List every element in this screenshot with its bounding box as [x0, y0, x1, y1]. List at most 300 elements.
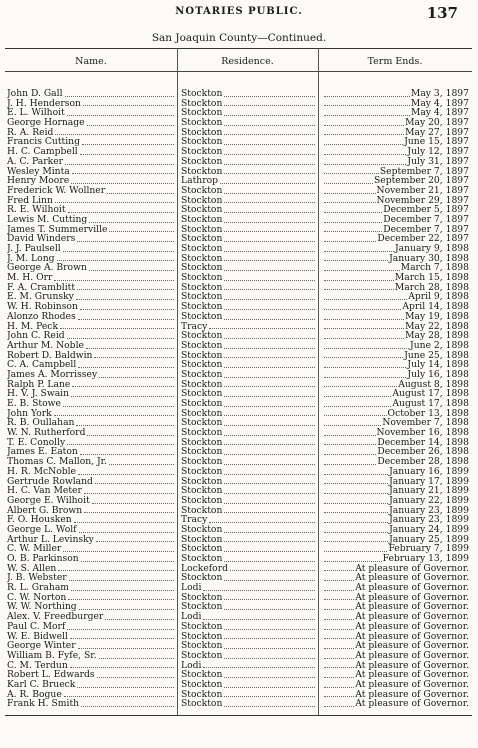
dot-leader: [55, 128, 174, 136]
notary-name-cell: [7, 447, 175, 457]
notary-name: Robert D. Baldwin: [7, 350, 93, 361]
notary-residence-cell: [181, 535, 316, 545]
notary-name-cell: [7, 99, 175, 109]
term-end: January 22, 1899: [389, 495, 469, 506]
term-end-cell: [322, 302, 469, 312]
dot-leader: [224, 205, 315, 213]
term-end: January 23, 1899: [389, 515, 469, 525]
dot-leader: [324, 244, 394, 252]
dot-leader: [324, 680, 354, 688]
dot-leader: [324, 186, 376, 194]
notary-name-cell: [7, 186, 175, 196]
notary-residence: Stockton: [181, 466, 223, 477]
dot-leader: [224, 196, 315, 204]
dot-leader: [105, 612, 174, 620]
notary-name-cell: [7, 331, 175, 341]
notary-name-cell: [7, 312, 175, 322]
notary-residence: Stockton: [181, 670, 223, 680]
dot-leader: [324, 225, 382, 233]
term-end: December 5, 1897: [383, 205, 469, 215]
notary-residence: Stockton: [181, 699, 223, 710]
notary-name-cell: [7, 147, 175, 157]
term-end: May 20, 1897: [405, 118, 469, 128]
notary-residence: Stockton: [181, 534, 223, 545]
term-end-cell: [322, 632, 469, 642]
dot-leader: [96, 535, 174, 543]
table-row: [5, 477, 472, 487]
notary-residence: Stockton: [181, 98, 223, 109]
notary-residence: Stockton: [181, 137, 223, 148]
term-end-cell: [322, 137, 469, 147]
term-end: At pleasure of Governor.: [355, 573, 469, 584]
notary-residence: Stockton: [181, 253, 223, 264]
notary-name-cell: [7, 263, 175, 273]
term-end-cell: [322, 525, 469, 535]
notary-residence-cell: [181, 457, 316, 467]
dot-leader: [224, 399, 315, 407]
notary-residence-cell: [181, 322, 316, 332]
table-row: [5, 525, 472, 535]
term-end-cell: [322, 622, 469, 632]
table-row: [5, 360, 472, 370]
notary-name: Gertrude Rowland: [7, 476, 93, 487]
term-end: September 7, 1897: [379, 166, 469, 177]
notary-residence-cell: [181, 428, 316, 438]
notary-residence-cell: [181, 351, 316, 361]
notary-residence: Stockton: [181, 195, 223, 206]
dot-leader: [224, 535, 315, 543]
notary-name-cell: [7, 225, 175, 235]
dot-leader: [324, 486, 388, 494]
term-end: At pleasure of Governor.: [355, 660, 469, 671]
notary-residence-cell: [181, 680, 316, 690]
notary-name-cell: [7, 389, 175, 399]
dot-leader: [324, 108, 410, 116]
notary-name: George Hornage: [7, 118, 85, 128]
dot-leader: [324, 612, 354, 620]
dot-leader: [63, 244, 174, 252]
notary-name: Wesley Minta: [7, 166, 70, 177]
term-end: February 13, 1899: [382, 554, 469, 564]
term-end: At pleasure of Governor.: [355, 641, 469, 651]
dot-leader: [324, 632, 354, 640]
notary-name: A. R. Bogue: [7, 689, 62, 700]
table-row: [5, 622, 472, 632]
notary-residence: Stockton: [181, 437, 223, 448]
term-end-cell: [322, 128, 469, 138]
notary-name-cell: [7, 699, 175, 709]
term-end: At pleasure of Governor.: [355, 602, 469, 613]
table-row: [5, 283, 472, 293]
notary-name-cell: [7, 554, 175, 564]
dot-leader: [89, 215, 174, 223]
dot-leader: [224, 438, 315, 446]
dot-leader: [107, 186, 174, 194]
table-row: [5, 409, 472, 419]
dot-leader: [324, 167, 379, 175]
term-end-cell: [322, 690, 469, 700]
dot-leader: [324, 360, 406, 368]
notary-name-cell: [7, 254, 175, 264]
dot-leader: [324, 418, 381, 426]
notary-residence: Stockton: [181, 621, 223, 632]
dot-leader: [324, 670, 354, 678]
term-end: January 17, 1899: [389, 476, 469, 487]
notary-name: W. H. Robinson: [7, 302, 78, 312]
dot-leader: [324, 399, 391, 407]
dot-leader: [224, 670, 315, 678]
notary-residence-cell: [181, 506, 316, 516]
page-number: 137: [426, 4, 458, 22]
notary-residence: Stockton: [181, 205, 223, 215]
notary-name-cell: [7, 525, 175, 535]
term-end: June 25, 1898: [404, 350, 469, 361]
term-end-cell: [322, 292, 469, 302]
table-row: [5, 254, 472, 264]
dot-leader: [109, 457, 174, 465]
table-row: [5, 118, 472, 128]
term-end-cell: [322, 263, 469, 273]
notary-name: C. M. Terdun: [7, 660, 68, 671]
notary-residence-cell: [181, 467, 316, 477]
dot-leader: [324, 564, 354, 572]
dot-leader: [84, 506, 174, 514]
dot-leader: [324, 176, 373, 184]
notary-residence: Stockton: [181, 127, 223, 138]
dot-leader: [224, 108, 315, 116]
dot-leader: [224, 157, 315, 165]
dot-leader: [324, 467, 388, 475]
dot-leader: [324, 438, 376, 446]
notary-name-cell: [7, 486, 175, 496]
table-row: [5, 137, 472, 147]
dot-leader: [324, 583, 354, 591]
table-row: [5, 234, 472, 244]
dot-leader: [224, 292, 315, 300]
term-end: January 16, 1899: [389, 466, 469, 477]
term-end: December 7, 1897: [383, 224, 469, 235]
notary-name: R. A. Reid: [7, 127, 54, 138]
term-end: January 25, 1899: [389, 534, 469, 545]
notary-name: George E. Wilhoit: [7, 495, 90, 506]
table-row: [5, 380, 472, 390]
notary-residence: Stockton: [181, 418, 223, 429]
table-row: [5, 389, 472, 399]
notary-residence-cell: [181, 215, 316, 225]
notary-residence-cell: [181, 496, 316, 506]
term-end-cell: [322, 370, 469, 380]
notary-name-cell: [7, 128, 175, 138]
notary-residence-cell: [181, 273, 316, 283]
notary-residence-cell: [181, 389, 316, 399]
term-end: December 7, 1897: [383, 214, 469, 225]
term-end-cell: [322, 535, 469, 545]
dot-leader: [58, 564, 174, 572]
table-bottom-rule: [5, 715, 472, 716]
table-row: [5, 680, 472, 690]
term-end-cell: [322, 457, 469, 467]
dot-leader: [224, 99, 315, 107]
term-end: August 17, 1898: [392, 399, 469, 409]
term-end: At pleasure of Governor.: [355, 689, 469, 700]
table-row: [5, 602, 472, 612]
term-end: August 8, 1898: [398, 379, 469, 390]
notaries-table: [5, 48, 472, 717]
notary-name-cell: [7, 176, 175, 186]
notary-name-cell: [7, 496, 175, 506]
dot-leader: [324, 690, 354, 698]
notary-residence-cell: [181, 99, 316, 109]
dot-leader: [54, 273, 174, 281]
dot-leader: [324, 535, 388, 543]
table-row: [5, 186, 472, 196]
term-end-cell: [322, 244, 469, 254]
dot-leader: [224, 409, 315, 417]
notary-name-cell: [7, 477, 175, 487]
notary-name-cell: [7, 457, 175, 467]
notary-name: A. C. Parker: [7, 156, 64, 167]
notary-residence-cell: [181, 699, 316, 709]
table-row: [5, 544, 472, 554]
dot-leader: [78, 312, 174, 320]
notary-name: John C. Reid: [7, 331, 65, 341]
dot-leader: [67, 438, 174, 446]
dot-leader: [224, 554, 315, 562]
term-end-cell: [322, 225, 469, 235]
term-end-cell: [322, 651, 469, 661]
notary-residence-cell: [181, 447, 316, 457]
notary-name-cell: [7, 418, 175, 428]
notary-name-cell: [7, 215, 175, 225]
notary-residence: Stockton: [181, 573, 223, 584]
notary-name-cell: [7, 205, 175, 215]
notary-residence-cell: [181, 225, 316, 235]
dot-leader: [230, 564, 315, 572]
dot-leader: [76, 418, 174, 426]
term-end-cell: [322, 399, 469, 409]
dot-leader: [78, 360, 174, 368]
term-end: May 22, 1898: [405, 321, 469, 332]
notary-name: J. B. Webster: [7, 573, 67, 584]
notary-name-cell: [7, 341, 175, 351]
term-end-cell: [322, 670, 469, 680]
term-end: May 4, 1897: [410, 98, 469, 109]
term-end-cell: [322, 496, 469, 506]
notary-name-cell: [7, 351, 175, 361]
notary-name: Thomas C. Mallon, Jr.: [7, 457, 107, 467]
notary-name-cell: [7, 535, 175, 545]
table-row: [5, 157, 472, 167]
term-end-cell: [322, 341, 469, 351]
notary-residence-cell: [181, 360, 316, 370]
dot-leader: [324, 254, 388, 262]
notary-name: Albert G. Brown: [7, 505, 83, 516]
notary-residence-cell: [181, 651, 316, 661]
dot-leader: [224, 186, 315, 194]
dot-leader: [324, 380, 397, 388]
notary-residence: Lockeford: [181, 563, 228, 574]
notary-residence-cell: [181, 564, 316, 574]
term-end: At pleasure of Governor.: [355, 583, 469, 593]
term-end-cell: [322, 661, 469, 671]
notary-name: George Winter: [7, 641, 76, 651]
notary-name: Frederick W. Wollner: [7, 185, 106, 196]
dot-leader: [74, 515, 174, 523]
dot-leader: [224, 506, 315, 514]
notary-name-cell: [7, 506, 175, 516]
notary-residence: Stockton: [181, 389, 223, 400]
term-end-cell: [322, 360, 469, 370]
term-end-cell: [322, 380, 469, 390]
notary-residence-cell: [181, 438, 316, 448]
notary-name-cell: [7, 680, 175, 690]
notary-name-cell: [7, 167, 175, 177]
notary-residence: Stockton: [181, 679, 223, 690]
notary-residence-cell: [181, 244, 316, 254]
notary-name-cell: [7, 467, 175, 477]
dot-leader: [224, 418, 315, 426]
dot-leader: [77, 680, 174, 688]
dot-leader: [70, 632, 174, 640]
notary-residence: Stockton: [181, 282, 223, 293]
notary-residence: Stockton: [181, 214, 223, 225]
dot-leader: [224, 690, 315, 698]
term-end: July 16, 1898: [407, 369, 469, 380]
dot-leader: [99, 370, 174, 378]
dot-leader: [324, 389, 391, 397]
notary-residence: Tracy: [181, 515, 208, 525]
notary-name-cell: [7, 137, 175, 147]
table-row: [5, 496, 472, 506]
dot-leader: [71, 583, 174, 591]
dot-leader: [224, 641, 315, 649]
term-end-cell: [322, 389, 469, 399]
dot-leader: [224, 467, 315, 475]
term-end: July 12, 1897: [407, 147, 469, 157]
dot-leader: [224, 447, 315, 455]
table-row: [5, 89, 472, 99]
table-row: [5, 108, 472, 118]
column-header-name: Name.: [75, 56, 107, 67]
notary-residence: Stockton: [181, 292, 223, 303]
term-end: January 9, 1898: [394, 244, 469, 254]
dot-leader: [224, 225, 315, 233]
dot-leader: [224, 651, 315, 659]
notary-name-cell: [7, 89, 175, 99]
dot-leader: [224, 593, 315, 601]
term-end-cell: [322, 506, 469, 516]
notary-residence-cell: [181, 341, 316, 351]
dot-leader: [80, 447, 174, 455]
notary-residence: Stockton: [181, 224, 223, 235]
dot-leader: [87, 428, 174, 436]
notary-name: J. J. Paulsell: [7, 244, 61, 254]
notary-name: F. O. Housken: [7, 515, 72, 525]
dot-leader: [94, 351, 174, 359]
term-end-cell: [322, 254, 469, 264]
dot-leader: [67, 108, 174, 116]
table-row: [5, 690, 472, 700]
notary-residence-cell: [181, 302, 316, 312]
dot-leader: [324, 118, 404, 126]
dot-leader: [70, 661, 174, 669]
dot-leader: [324, 322, 404, 330]
dot-leader: [224, 370, 315, 378]
notary-residence-cell: [181, 486, 316, 496]
notary-name-cell: [7, 118, 175, 128]
notary-residence: Stockton: [181, 244, 223, 254]
table-row: [5, 438, 472, 448]
dot-leader: [224, 496, 315, 504]
dot-leader: [78, 641, 174, 649]
notary-name: T. E. Conolly: [7, 437, 66, 448]
notary-name: H. V. J. Swain: [7, 389, 70, 400]
header-rule: [5, 71, 472, 72]
term-end-cell: [322, 554, 469, 564]
notary-name: R. B. Oullahan: [7, 418, 75, 429]
term-end-cell: [322, 428, 469, 438]
dot-leader: [324, 147, 406, 155]
dot-leader: [324, 641, 354, 649]
term-end: October 13, 1898: [387, 408, 469, 419]
notary-name-cell: [7, 399, 175, 409]
term-end: May 19, 1898: [405, 311, 469, 322]
dot-leader: [324, 205, 382, 213]
dot-leader: [86, 341, 174, 349]
notary-name: John D. Gall: [7, 89, 63, 99]
dot-leader: [224, 380, 315, 388]
dot-leader: [67, 331, 174, 339]
notary-residence-cell: [181, 583, 316, 593]
notary-residence: Stockton: [181, 408, 223, 419]
notary-residence-cell: [181, 690, 316, 700]
table-row: [5, 467, 472, 477]
table-row: [5, 535, 472, 545]
table-row: [5, 205, 472, 215]
term-end: June 2, 1898: [410, 340, 469, 351]
notary-name: Arthur M. Noble: [7, 340, 84, 351]
dot-leader: [109, 225, 174, 233]
notary-name: H. C. Campbell: [7, 147, 78, 157]
notary-name: Frank H. Smith: [7, 699, 80, 710]
table-row: [5, 670, 472, 680]
notary-name: C. A. Campbell: [7, 360, 77, 370]
dot-leader: [224, 273, 315, 281]
term-end: April 9, 1898: [408, 292, 469, 303]
table-row: [5, 215, 472, 225]
notary-name: George A. Brown: [7, 263, 87, 274]
term-end-cell: [322, 186, 469, 196]
term-end-cell: [322, 273, 469, 283]
notary-residence: Stockton: [181, 234, 223, 245]
notary-residence: Lodi: [181, 612, 202, 622]
notary-residence: Stockton: [181, 185, 223, 196]
notary-residence: Stockton: [181, 369, 223, 380]
notary-name: Alex. V. Freedburger: [7, 612, 104, 622]
table-row: [5, 292, 472, 302]
term-end-cell: [322, 447, 469, 457]
dot-leader: [224, 351, 315, 359]
notary-name: J. H. Henderson: [7, 98, 81, 109]
dot-leader: [63, 399, 174, 407]
table-row: [5, 612, 472, 622]
dot-leader: [324, 496, 388, 504]
dot-leader: [324, 215, 382, 223]
dot-leader: [55, 196, 174, 204]
table-row: [5, 699, 472, 709]
dot-leader: [76, 292, 174, 300]
notary-name-cell: [7, 690, 175, 700]
